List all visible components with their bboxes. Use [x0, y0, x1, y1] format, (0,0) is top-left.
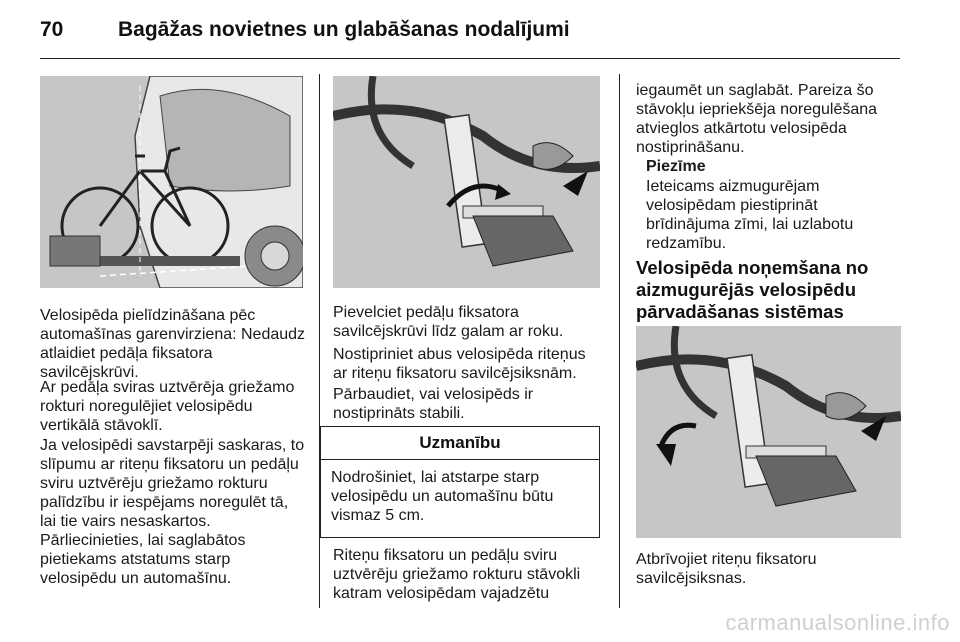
- header-rule: [40, 58, 900, 59]
- pedal-clamp-figure: [333, 76, 600, 288]
- column3-paragraph-2: Atbrīvojiet riteņu fiksatoru savilcējsiksnas.: [636, 551, 817, 587]
- page-title: Bagāžas novietnes un glabāšanas nodalījumi: [118, 18, 570, 41]
- note-title: Piezīme: [646, 158, 706, 175]
- warning-text: Nodrošiniet, lai atstarpe starp velosipēdu un automašīnu būtu vismaz 5 cm.: [331, 469, 554, 524]
- column2-paragraph-4: Riteņu fiksatoru un pedāļu sviru uztvērēju griežamo rokturu stāvokli katram velosipēdam vajadzētu: [333, 547, 581, 602]
- column2-paragraph-1: Pievelciet pedāļu fiksatora savilcējskrūvi līdz galam ar roku.: [333, 304, 564, 340]
- column1-paragraph-3: Ja velosipēdi savstarpēji saskaras, to slīpumu ar riteņu fiksatoru un pedāļu sviru uztvērēju griežamo rokturu palīdzību ir iespējams noregulēt tā, lai tie vairs nesaskartos. Pārliecinieties, lai saglabātos pietiekams atstatums starp velosipēdu un automašīnu.: [40, 437, 305, 587]
- watermark: carmanualsonline.info: [725, 610, 950, 635]
- warning-box: [320, 426, 600, 538]
- section-heading: Velosipēda noņemšana no aizmugurējās velosipēdu pārvadāšanas sistēmas: [636, 257, 869, 322]
- column1-paragraph-1: Velosipēda pielīdzināšana pēc automašīnas garenvirziena: Nedaudz atlaidiet pedāļa fiksatora savilcējskrūvi.: [40, 307, 306, 381]
- column-divider-2: [619, 74, 620, 608]
- page-number: 70: [40, 18, 64, 41]
- column3-paragraph-1: iegaumēt un saglabāt. Pareiza šo stāvokļu iepriekšēja noregulēšana atvieglos atkārtotu velosipēda nostiprināšanu.: [636, 82, 878, 156]
- column2-paragraph-3: Pārbaudiet, vai velosipēds ir nostiprināts stabili.: [333, 386, 534, 422]
- note-text: Ieteicams aizmugurējam velosipēdam piestiprināt brīdinājuma zīmi, lai uzlabotu redzamību.: [646, 178, 854, 252]
- warning-title: Uzmanību: [321, 427, 599, 460]
- column2-paragraph-2: Nostipriniet abus velosipēda riteņus ar riteņu fiksatoru savilcējsiksnām.: [333, 346, 586, 382]
- release-clamp-figure: [636, 326, 901, 538]
- rear-bike-carrier-figure: [40, 76, 303, 288]
- column1-paragraph-2: Ar pedāļa sviras uztvērēja griežamo rokturi noregulējiet velosipēdu vertikālā stāvoklī.: [40, 379, 295, 434]
